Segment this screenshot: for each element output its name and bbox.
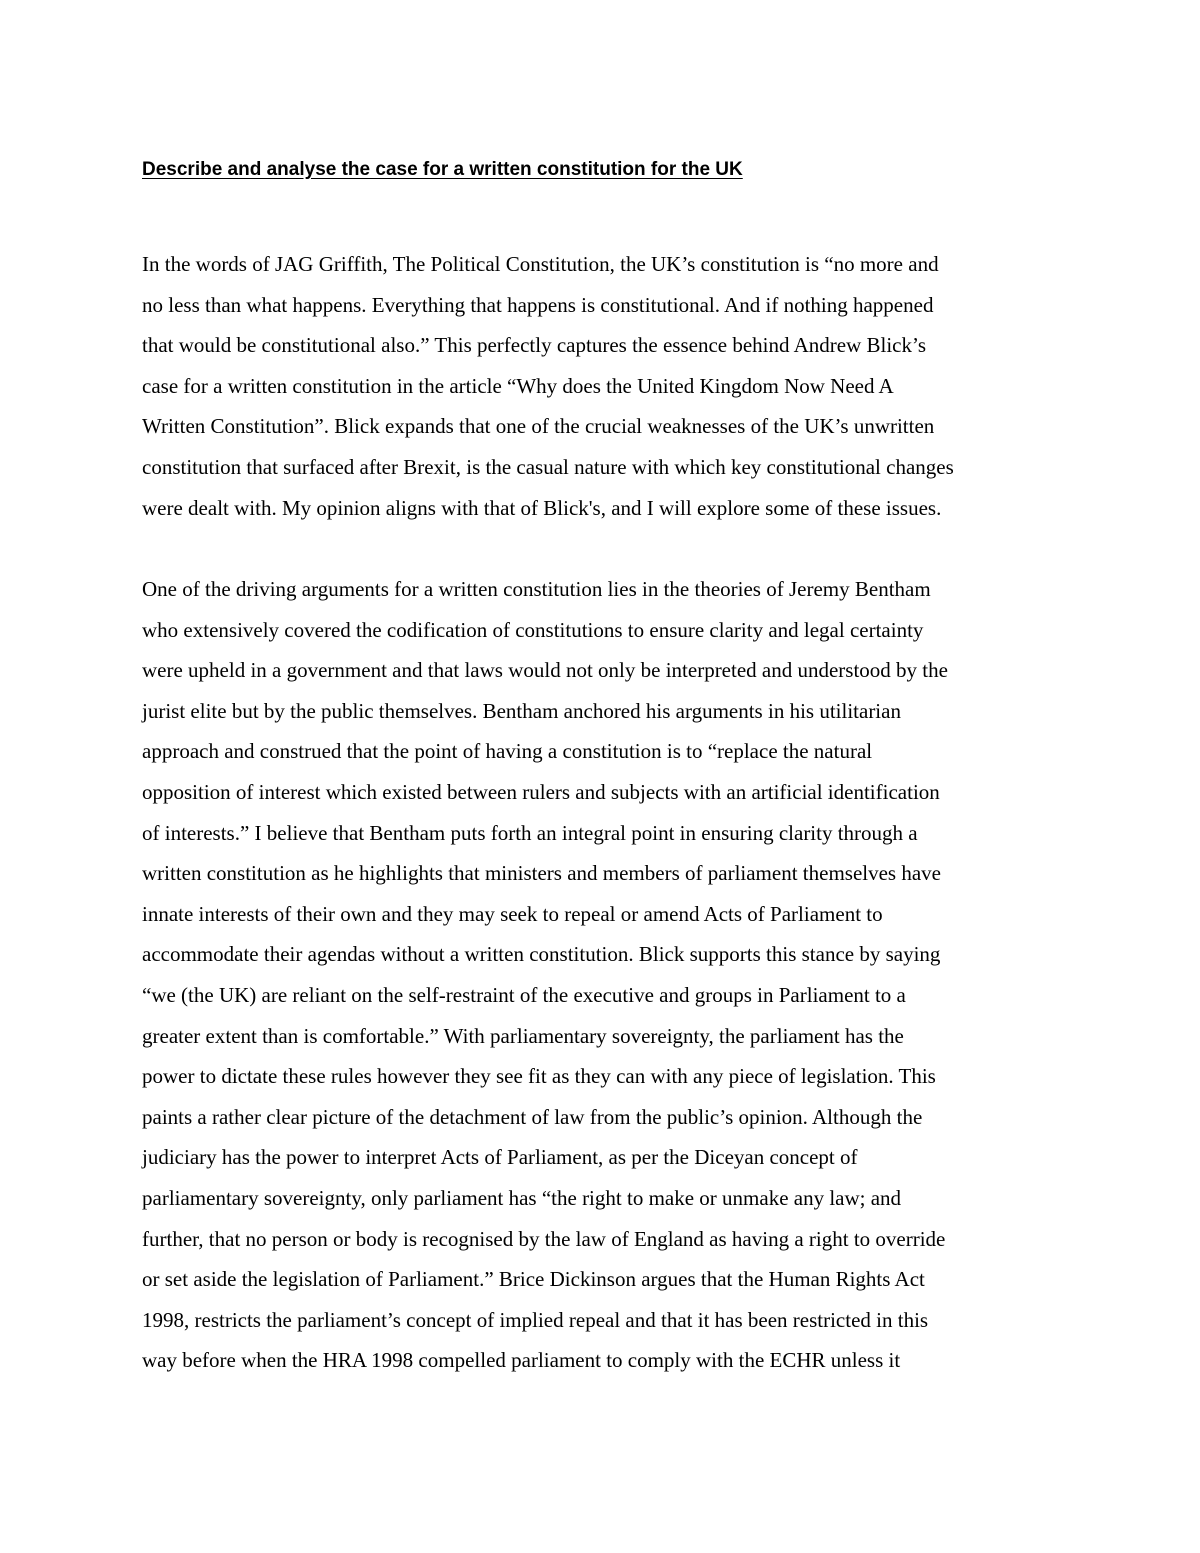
text-line: One of the driving arguments for a written constitution lies in the theories of Jeremy Bentham (142, 577, 931, 601)
text-line: paints a rather clear picture of the detachment of law from the public’s opinion. Although the (142, 1104, 923, 1129)
text-line: were upheld in a government and that laws would not only be interpreted and understood by the (142, 658, 948, 683)
text-line: way before when the HRA 1998 compelled parliament to comply with the ECHR unless it (142, 1348, 901, 1373)
text-line: or set aside the legislation of Parliament.” Brice Dickinson argues that the Human Rights Act (142, 1267, 925, 1292)
text-line: In the words of JAG Griffith, The Political Constitution, the UK’s constitution is “no more and (142, 252, 939, 276)
text-line: were dealt with. My opinion aligns with that of Blick's, and I will explore some of these issues. (142, 495, 942, 520)
text-line: written constitution as he highlights that ministers and members of parliament themselves have (142, 861, 941, 886)
text-line: greater extent than is comfortable.” With parliamentary sovereignty, the parliament has the (142, 1023, 904, 1048)
paragraph-bentham-argument (142, 569, 948, 1381)
text-line: “we (the UK) are reliant on the self-restraint of the executive and groups in Parliament to a (142, 982, 906, 1007)
text-line: judiciary has the power to interpret Acts of Parliament, as per the Diceyan concept of (142, 1145, 858, 1170)
text-line: constitution that surfaced after Brexit, is the casual nature with which key constitutional changes (142, 454, 954, 479)
text-line: accommodate their agendas without a written constitution. Blick supports this stance by saying (142, 942, 941, 967)
text-line: who extensively covered the codification of constitutions to ensure clarity and legal certainty (142, 617, 924, 642)
text-line: jurist elite but by the public themselves. Bentham anchored his arguments in his utilitarian (142, 698, 901, 723)
document-title: Describe and analyse the case for a written constitution for the UK (142, 159, 743, 180)
text-line: opposition of interest which existed between rulers and subjects with an artificial identification (142, 779, 940, 804)
text-line: power to dictate these rules however they see fit as they can with any piece of legislation. This (142, 1064, 936, 1089)
text-line: case for a written constitution in the article “Why does the United Kingdom Now Need A (142, 373, 894, 398)
text-line: innate interests of their own and they may seek to repeal or amend Acts of Parliament to (142, 901, 883, 926)
text-line: approach and construed that the point of having a constitution is to “replace the natural (142, 739, 873, 764)
text-line: parliamentary sovereignty, only parliament has “the right to make or unmake any law; and (142, 1185, 902, 1210)
text-line: of interests.” I believe that Bentham puts forth an integral point in ensuring clarity through a (142, 820, 918, 845)
text-line: that would be constitutional also.” This perfectly captures the essence behind Andrew Blick’s (142, 333, 926, 358)
paragraph-introduction (142, 244, 954, 528)
text-line: 1998, restricts the parliament’s concept of implied repeal and that it has been restricted in this (142, 1307, 929, 1332)
text-line: further, that no person or body is recognised by the law of England as having a right to override (142, 1226, 946, 1251)
text-line: Written Constitution”. Blick expands that one of the crucial weaknesses of the UK’s unwritten (142, 414, 935, 439)
text-line: no less than what happens. Everything that happens is constitutional. And if nothing happened (142, 292, 934, 317)
